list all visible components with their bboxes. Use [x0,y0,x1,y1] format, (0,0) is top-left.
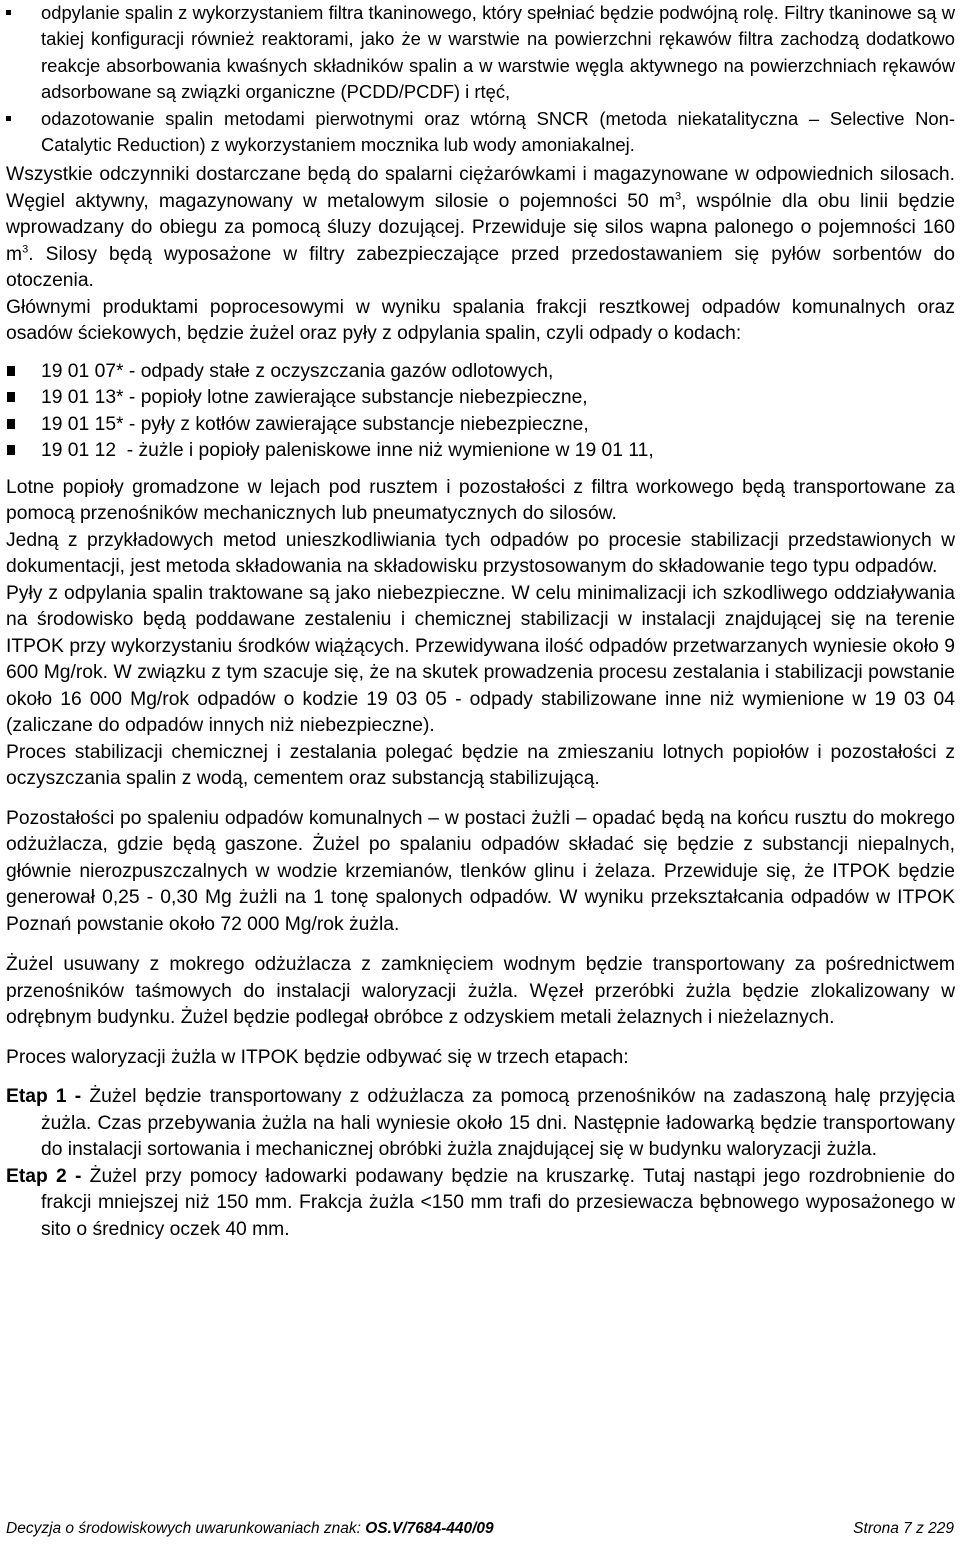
footer-code: OS.V/7684-440/09 [365,1520,494,1537]
paragraph-text: Wszystkie odczynniki dostarczane będą do spalarni ciężarówkami i magazynowane w odpowiednich silosach. Węgiel aktywny, magazynowany w metalowym silosie o pojemności 50 m [6,164,955,212]
square-bullet-icon [7,445,15,455]
paragraph-proces: Proces stabilizacji chemicznej i zestalania polegać będzie na zmieszaniu lotnych popiołów i pozostałości z oczyszczania spalin z wodą, cementem oraz substancją stabilizującą. [6,741,955,790]
superscript: 3 [22,243,29,256]
square-bullet-icon [6,116,11,121]
waste-code-text: 19 01 12 - żużle i popioły paleniskowe inne niż wymienione w 19 01 11, [41,440,654,462]
document-page [6,0,955,1243]
list-item [6,385,955,412]
footer-decision-reference [6,1520,494,1538]
paragraph-text: . Silosy będą wyposażone w filtry zabezpieczające przed przedostawaniem się pyłów sorbentów do otoczenia. [6,243,955,292]
waste-code-text: 19 01 15* - pyły z kotłów zawierające substancje niebezpieczne, [41,413,589,435]
paragraph-products: Głównymi produktami poprocesowymi w wyniku spalania frakcji resztkowej odpadów komunalnych oraz osadów ściekowych, będzie żużel oraz pyły z odpylania spalin, czyli odpady o kodach: [6,296,955,345]
paragraph-storage [6,162,955,295]
paragraph-pyly: Pyły z odpylania spalin traktowane są jako niebezpieczne. W celu minimalizacji ich szkodliwego oddziaływania na środowisko będą poddawane zestaleniu i chemicznej stabilizacji w instalacji znajdującej się na terenie ITPOK przy wykorzystaniu środków wiążących. Przewidywana ilość odpadów przetwarzanych wyniesie około 9 600 Mg/rok. W związku z tym szacuje się, że na skutek prowadzenia procesu zestalania i stabilizacji powstanie około 16 000 Mg/rok odpadów o kodzie 19 03 05 - odpady stabilizowane inne niż wymienione w 19 03 04 (zaliczane do odpadów innych niż niebezpieczne). [6,582,955,737]
square-bullet-icon [7,419,15,429]
etap-text: Żużel będzie transportowany z odżużlacza za pomocą przenośników na zadaszoną halę przyjęcia żużla. Czas przebywania żużla na hali wyniesie około 15 dni. Następnie ładowarką będzie transportowany do instalacji sortowania i mechanicznej obróbki żużla znajdującej się w budynku waloryzacji żużla. [41,1086,955,1161]
etap-label: Etap 1 - [6,1086,82,1108]
paragraph-pozostalosci: Pozostałości po spaleniu odpadów komunalnych – w postaci żużli – opadać będą na końcu rusztu do mokrego odżużlacza, gdzie będą gaszone. Żużel po spalaniu odpadów składać się będzie z substancji niepalnych, głównie nierozpuszczalnych w wodzie krzemianów, tlenków glinu i żelaza. Przewiduje się, że ITPOK będzie generował 0,25 - 0,30 Mg żużli na 1 tonę spalonych odpadów. W wyniku przekształcania odpadów w ITPOK Poznań powstanie około 72 000 Mg/rok żużla. [6,807,955,935]
waste-code-text: 19 01 07* - odpady stałe z oczyszczania gazów odlotowych, [41,360,554,382]
list-item [6,412,955,439]
waste-codes-list [6,359,955,465]
bullet-item [6,0,955,106]
page-footer [6,1520,954,1540]
etap-label: Etap 2 - [6,1165,82,1187]
list-item [6,359,955,386]
square-bullet-icon [7,392,15,402]
paragraph-waloryzacja: Proces waloryzacji żużla w ITPOK będzie odbywać się w trzech etapach: [6,1046,629,1068]
etap-text: Żużel przy pomocy ładowarki podawany będzie na kruszarkę. Tutaj nastąpi jego rozdrobnienie do frakcji mniejszej niż 150 mm. Frakcja żużla <150 mm trafi do przesiewacza bębnowego wyposażonego w sito o średnicy oczek 40 mm. [41,1165,955,1240]
paragraph-jedna: Jedną z przykładowych metod unieszkodliwiania tych odpadów po procesie stabilizacji przedstawionych w dokumentacji, jest metoda składowania na składowisku przystosowanym do składowanie tego typu odpadów. [6,529,955,578]
paragraph-lotne: Lotne popioły gromadzone w lejach pod rusztem i pozostałości z filtra workowego będą transportowane za pomocą przenośników mechanicznych lub pneumatycznych do silosów. [6,476,955,525]
square-bullet-icon [7,366,15,376]
etap-1 [6,1084,955,1164]
square-bullet-icon [6,10,11,15]
bullet-text: odazotowanie spalin metodami pierwotnymi oraz wtórną SNCR (metoda niekatalityczna – Selective Non-Catalytic Reduction) z wykorzystaniem mocznika lub wody amoniakalnej. [41,107,955,156]
paragraph-text: , wspólnie dla obu linii będzie wprowadzany do obiegu za pomocą śluzy dozującej. Przewiduje się silos wapna palonego o pojemności 160 m [6,190,955,265]
bullet-text: odpylanie spalin z wykorzystaniem filtra tkaninowego, który spełniać będzie podwójną rolę. Filtry tkaninowe są w takiej konfiguracji również reaktorami, jako że w warstwie na powierzchni rękawów filtra zachodzą dodatkowo reakcje absorbowania kwaśnych składników spalin a w warstwie węgla aktywnego na powierzchniach rękawów adsorbowane są związki organiczne (PCDD/PCDF) i rtęć, [41,2,955,103]
list-item [6,438,955,465]
page-number: Strona 7 z 229 [853,1520,954,1537]
etap-2 [6,1164,955,1244]
footer-prefix: Decyzja o środowiskowych uwarunkowaniach znak: [6,1520,366,1537]
waste-code-text: 19 01 13* - popioły lotne zawierające substancje niebezpieczne, [41,387,588,409]
superscript: 3 [674,190,682,203]
paragraph-zuzel: Żużel usuwany z mokrego odżużlacza z zamknięciem wodnym będzie transportowany za pośrednictwem przenośników taśmowych do instalacji waloryzacji żużla. Węzeł przeróbki żużla będzie zlokalizowany w odrębnym budynku. Żużel będzie podlegał obróbce z odzyskiem metali żelaznych i nieżelaznych. [6,954,955,1029]
bullet-item [6,106,955,159]
